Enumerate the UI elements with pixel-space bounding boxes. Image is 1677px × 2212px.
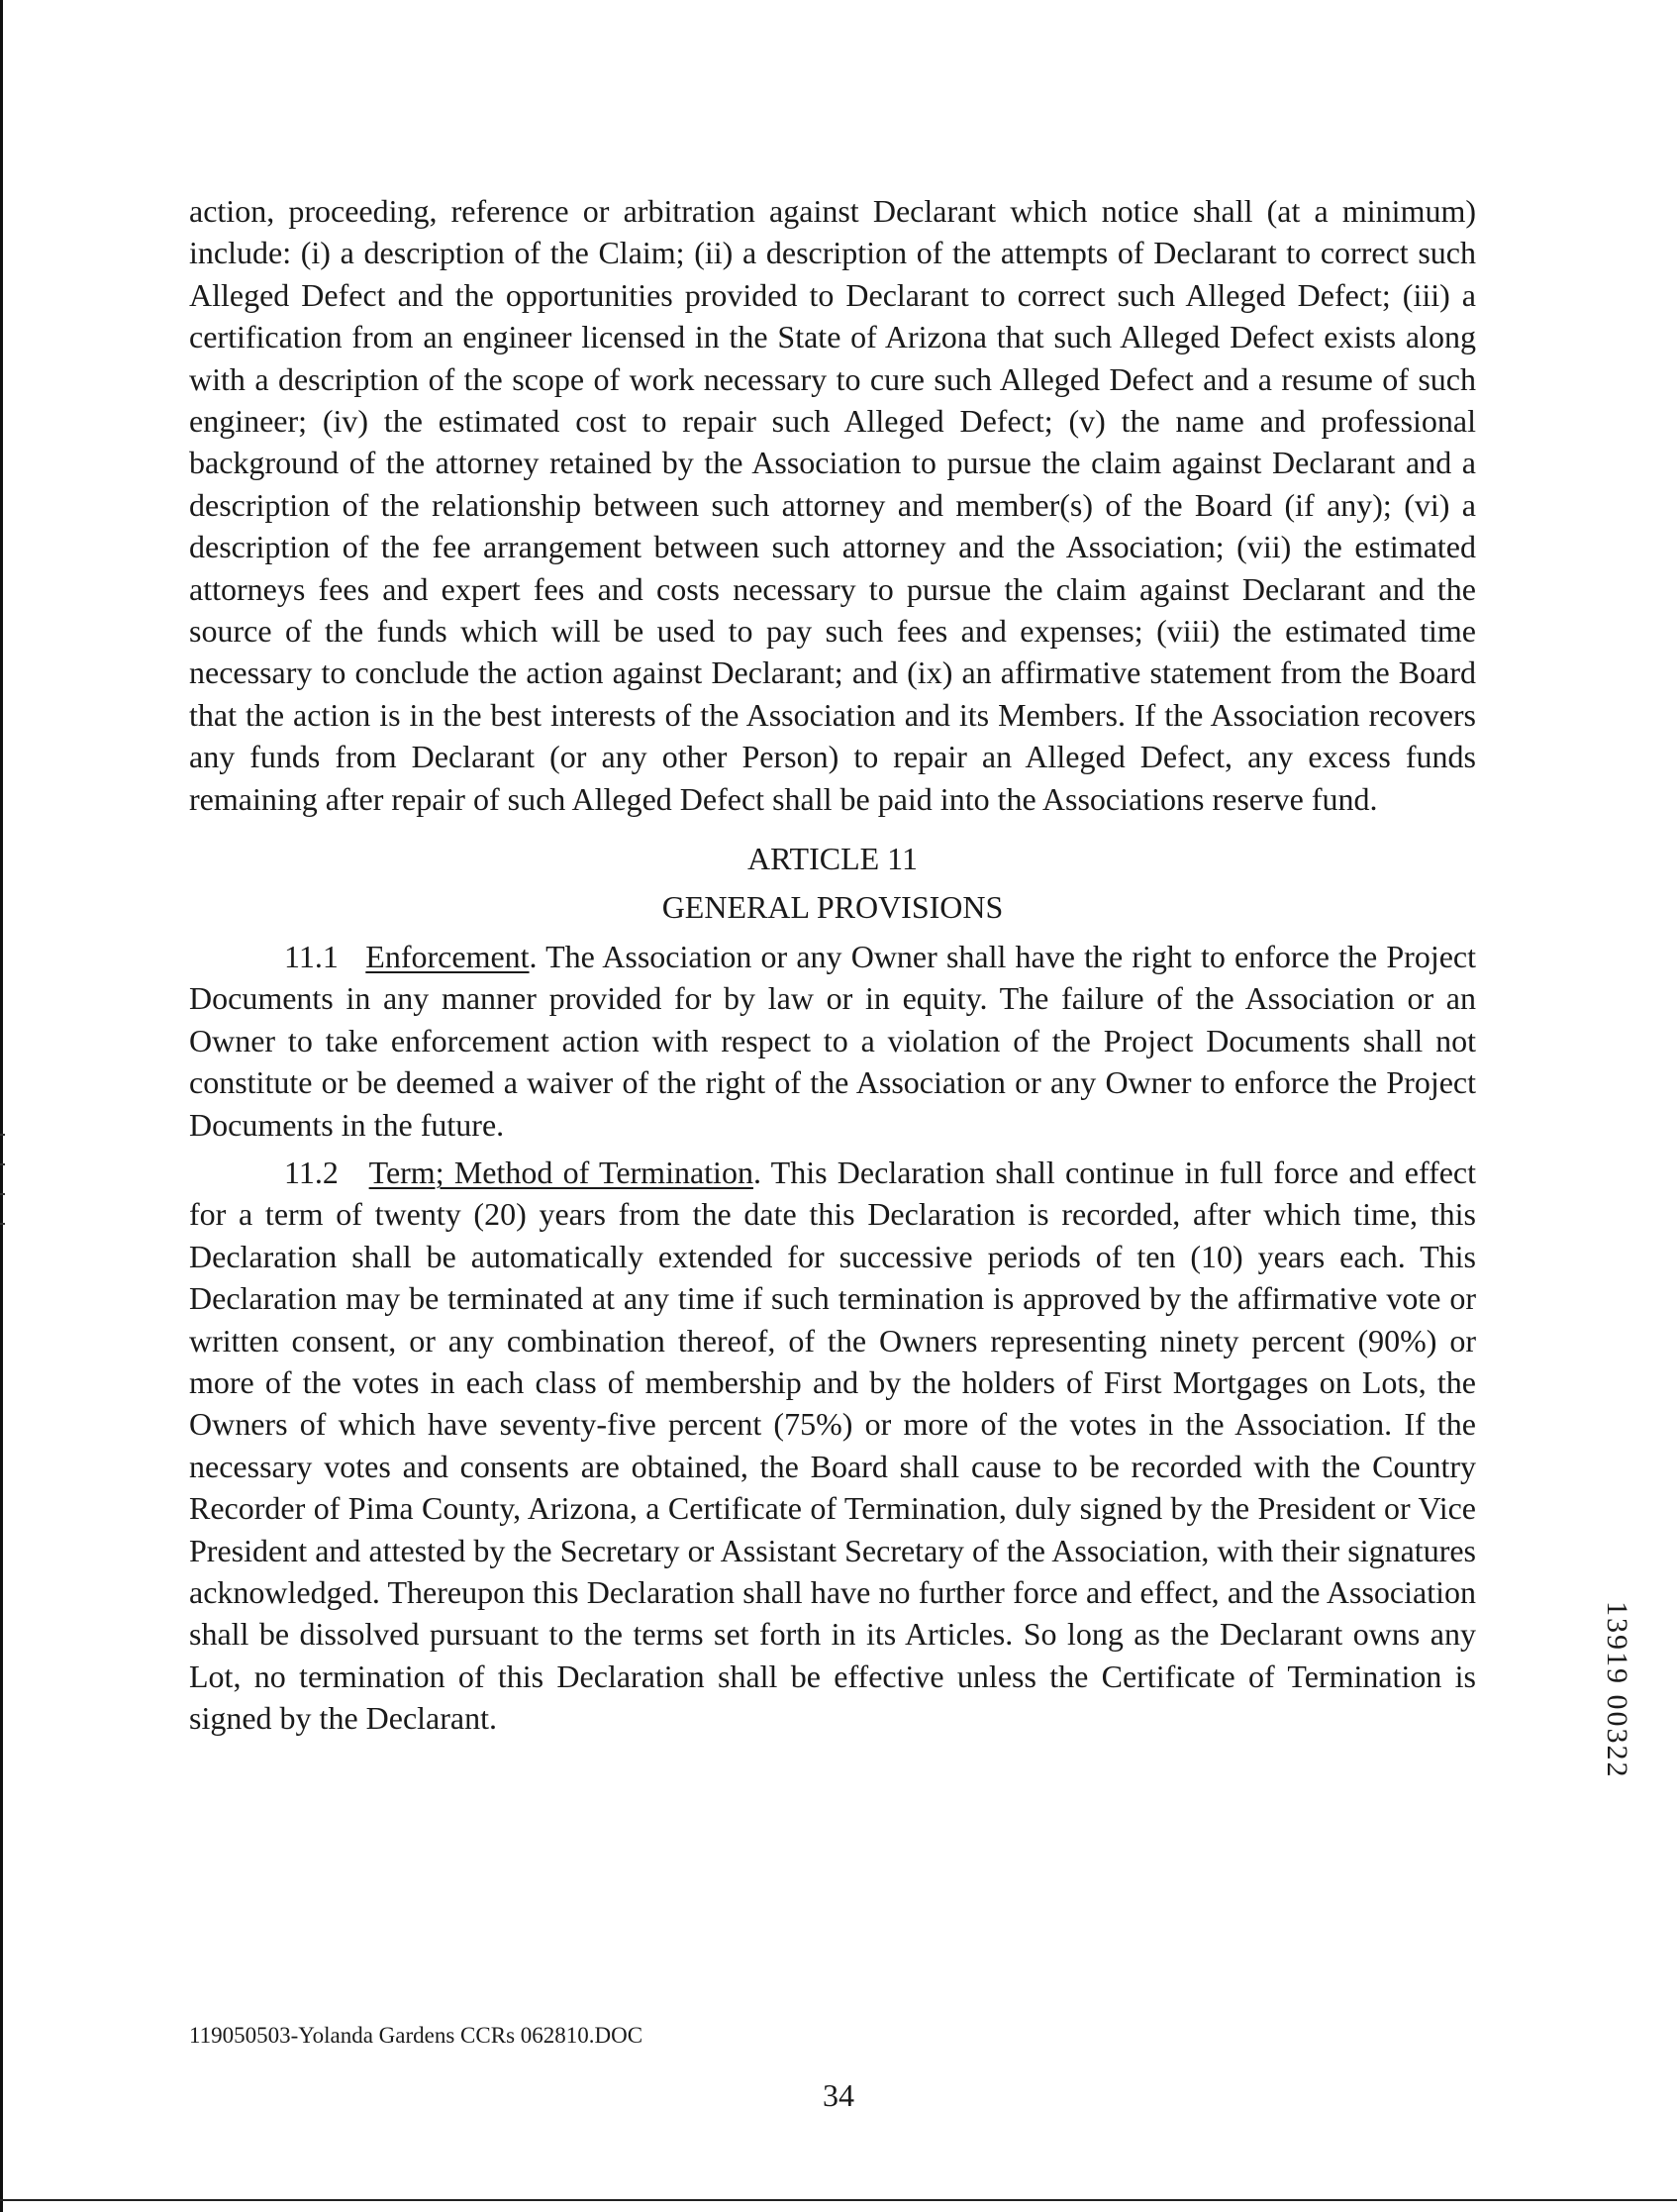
recording-number: 13919 00322 <box>1601 1601 1633 1779</box>
document-body <box>189 190 1476 1740</box>
bottom-scan-border <box>0 2199 1677 2201</box>
opening-paragraph: action, proceeding, reference or arbitration against Declarant which notice shall (at a minimum) include: (i) a description of the Claim; (ii) a description of the attempts of Declarant to correct such Alleged Defect and the opportunities provided to Declarant to correct such Alleged Defect; (iii) a certification from an engineer licensed in the State of Arizona that such Alleged Defect exists along with a description of the scope of work necessary to cure such Alleged Defect and a resume of such engineer; (iv) the estimated cost to repair such Alleged Defect; (v) the name and professional background of the attorney retained by the Association to pursue the claim against Declarant and a description of the relationship between such attorney and member(s) of the Board (if any); (vi) a description of the fee arrangement between such attorney and the Association; (vii) the estimated attorneys fees and expert fees and costs necessary to pursue the claim against Declarant and the source of the funds which will be used to pay such fees and expenses; (viii) the estimated time necessary to conclude the action against Declarant; and (ix) an affirmative statement from the Board that the action is in the best interests of the Association and its Members. If the Association recovers any funds from Declarant (or any other Person) to repair an Alleged Defect, any excess funds remaining after repair of such Alleged Defect shall be paid into the Associations reserve fund. <box>189 193 1476 817</box>
article-title: GENERAL PROVISIONS <box>661 888 1004 925</box>
section-11-1 <box>189 936 1476 1146</box>
left-scan-border <box>0 0 3 2212</box>
scan-mark <box>0 1163 5 1165</box>
section-number: 11.2 <box>284 1154 339 1190</box>
section-text: . This Declaration shall continue in full force and effect for a term of twenty (20) years from the date this Declaration is recorded, after which time, this Declaration shall be automatically extended for successive periods of ten (10) years each. This Declaration may be terminated at any time if such termination is approved by the affirmative vote or written consent, or any combination thereof, of the Owners representing ninety percent (90%) or more of the votes in each class of membership and by the holders of First Mortgages on Lots, the Owners of which have seventy-five percent (75%) or more of the votes in the Association. If the necessary votes and consents are obtained, the Board shall cause to be recorded with the Country Recorder of Pima County, Arizona, a Certificate of Termination, duly signed by the President or Vice President and attested by the Secretary or Assistant Secretary of the Association, with their signatures acknowledged. Thereupon this Declaration shall have no further force and effect, and the Association shall be dissolved pursuant to the terms set forth in its Articles. So long as the Declarant owns any Lot, no termination of this Declaration shall be effective unless the Certificate of Termination is signed by the Declarant. <box>189 1154 1477 1737</box>
scan-mark <box>0 1193 5 1195</box>
footer-filename: 119050503-Yolanda Gardens CCRs 062810.DOC <box>189 2023 643 2048</box>
scan-mark <box>0 1223 5 1225</box>
article-heading: ARTICLE 11 <box>747 841 918 877</box>
section-text: . The Association or any Owner shall have the right to enforce the Project Documents in any manner provided for by law or in equity. The failure of the Association or an Owner to take enforcement action with respect to a violation of the Project Documents shall not constitute or be deemed a waiver of the right of the Association or any Owner to enforce the Project Documents in the future. <box>189 938 1477 1143</box>
section-title: Enforcement <box>365 938 530 974</box>
section-number: 11.1 <box>284 938 339 974</box>
section-11-2 <box>189 1152 1476 1740</box>
scan-mark <box>0 1134 5 1136</box>
page-number: 34 <box>823 2077 854 2113</box>
section-title: Term; Method of Termination <box>368 1154 753 1190</box>
